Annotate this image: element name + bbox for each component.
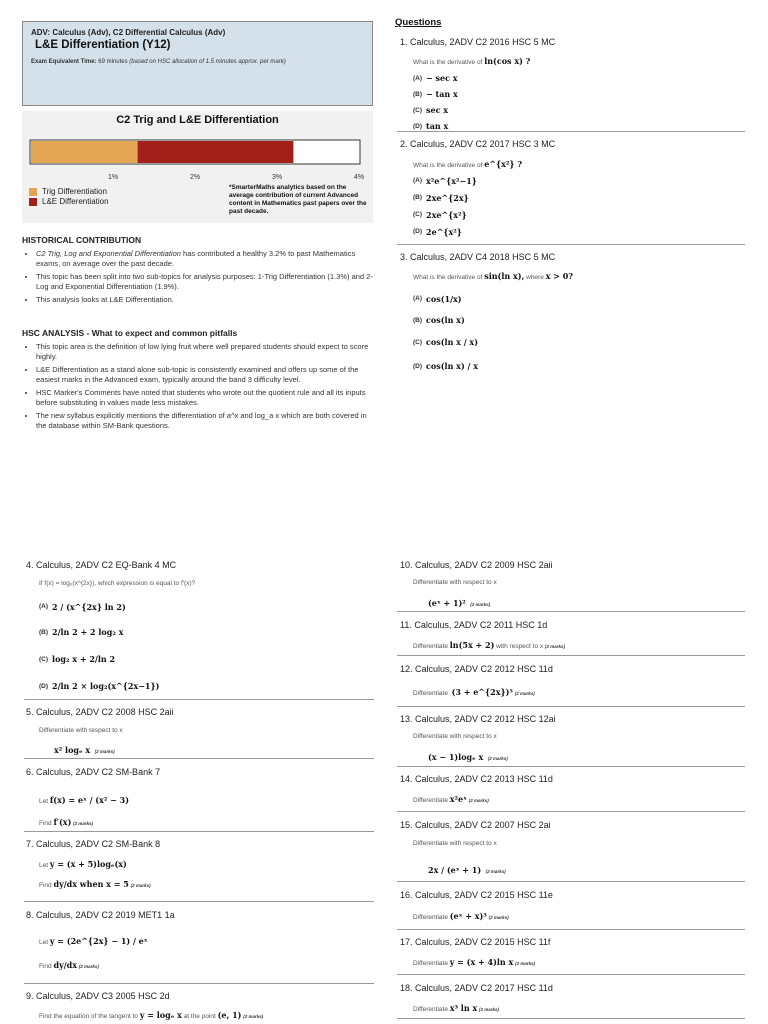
chart-panel [22,111,373,223]
question-prompt: Differentiate y = (x + 4)ln x (2 marks) [413,957,536,967]
question-prompt: Differentiate with respect to x [39,727,123,734]
analysis-item: • L&E Differentiation as a stand alone sub-topic is consistently examined and offers up some of the easiest marks in the Advanced exam, typically around the band 3 difficulty level. [36,365,374,385]
question-prompt: Differentiate x²eˣ (2 marks) [413,794,489,804]
question-prompt: Differentiate (3 + e^{2x})⁵ (2 marks) [413,687,535,697]
divider [397,766,745,767]
legend-item-trig [29,187,109,196]
divider [397,131,745,132]
divider [24,758,374,759]
question-title: 9. Calculus, 2ADV C3 2005 HSC 2d [26,991,170,1001]
question-16[interactable] [400,890,750,921]
question-title: 5. Calculus, 2ADV C2 2008 HSC 2aii [26,707,174,717]
divider [397,974,745,975]
x-tick-label: 1% [107,174,119,181]
question-title: 10. Calculus, 2ADV C2 2009 HSC 2aii [400,560,553,570]
question-prompt: Differentiate x³ ln x (2 marks) [413,1003,500,1013]
question-8[interactable] [26,910,376,970]
legend-swatch-trig [29,188,37,196]
question-find: Find dy/dx when x = 5 (2 marks) [39,879,151,889]
divider [397,811,745,812]
question-3[interactable] [400,252,768,371]
analysis-heading: HSC ANALYSIS - What to expect and common pitfalls [22,328,238,338]
question-title: 6. Calculus, 2ADV C2 SM-Bank 7 [26,767,161,777]
question-title: 18. Calculus, 2ADV C2 2017 HSC 11d [400,983,553,993]
legend-swatch-le [29,198,37,206]
x-tick-label: 3% [271,174,283,181]
analysis-item: • HSC Marker's Comments have noted that students who wrote out the quotient rule and all its inputs before substituting in values made less mistakes. [36,388,374,408]
analysis-section [22,328,374,434]
question-title: 11. Calculus, 2ADV C2 2011 HSC 1d [400,620,548,630]
legend-label-trig: Trig Differentiation [42,187,107,196]
question-expression: x² logₑ x (2 marks) [54,745,115,755]
question-title: 3. Calculus, 2ADV C4 2018 HSC 5 MC [400,252,556,262]
question-9[interactable] [26,991,376,1020]
answer-options [413,70,458,134]
analysis-item: • The new syllabus explicitly mentions the differentiation of a^x and log_a x which are both covered in the database within SM-Bank questions. [36,411,374,431]
bar-trig-differentiation [31,141,138,163]
x-tick-label: 4% [353,174,365,181]
bar-le-differentiation [138,141,294,163]
chart-legend [29,187,109,206]
question-5[interactable] [26,707,376,755]
question-prompt: Differentiate with respect to x [413,579,497,586]
question-13[interactable] [400,714,750,762]
option-b[interactable]: (B) cos(ln x) [413,315,465,325]
exam-time [31,59,311,66]
page-title: L&E Differentiation (Y12) [35,39,171,51]
question-1[interactable] [400,37,768,131]
option-c[interactable]: (C) log₂ x + 2/ln 2 [39,654,116,664]
analysis-item: • This topic area is the definition of low lying fruit where well prepared students should expect to score highly. [36,342,374,362]
divider [397,706,745,707]
question-prompt: What is the derivative of sin(ln x), where x > 0? [413,271,573,281]
option-a[interactable]: (A) − sec x [413,73,458,83]
historical-list [22,249,374,305]
option-b[interactable]: (B) 2xe^{2x} [413,192,469,203]
analysis-list [22,342,374,431]
question-find: Find dy/dx (2 marks) [39,960,99,970]
option-c[interactable]: (C) sec x [413,105,449,115]
exam-time-note: (based on HSC allocation of 1.5 minutes approx. per mark) [129,59,286,65]
answer-options [39,594,159,699]
question-expression: (x − 1)logₑ x (2 marks) [428,752,508,762]
question-prompt: Differentiate ln(5x + 2) with respect to x (2 marks) [413,640,565,650]
question-18[interactable] [400,983,750,1013]
question-title: 4. Calculus, 2ADV C2 EQ-Bank 4 MC [26,560,177,570]
question-prompt: If f(x) = log₂(x^{2x}), which expression is equal to f′(x)? [39,580,196,587]
question-14[interactable] [400,774,750,804]
question-title: 1. Calculus, 2ADV C2 2016 HSC 5 MC [400,37,556,47]
question-expression: 2x / (eˣ + 1) (2 marks) [428,865,506,875]
option-d[interactable]: (D) 2/ln 2 × log₂(x^{2x−1}) [39,681,160,691]
course-path: ADV: Calculus (Adv), C2 Differential Calculus (Adv) [31,28,226,37]
exam-time-value: 69 minutes [98,59,128,65]
historical-heading: HISTORICAL CONTRIBUTION [22,235,142,245]
question-find: Find f′(x) (2 marks) [39,817,94,827]
question-expression: (eˣ + 1)² (2 marks) [428,598,491,608]
question-prompt: Find the equation of the tangent to y = logₑ x at the point (e, 1) (2 marks) [39,1010,264,1020]
question-7[interactable] [26,839,376,889]
question-title: 8. Calculus, 2ADV C2 2019 MET1 1a [26,910,175,920]
question-prompt: Differentiate with respect to x [413,733,497,740]
divider [397,655,745,656]
question-prompt: What is the derivative of e^{x²} ? [413,159,523,169]
question-12[interactable] [400,664,750,697]
question-title: 12. Calculus, 2ADV C2 2012 HSC 11d [400,664,553,674]
question-title: 14. Calculus, 2ADV C2 2013 HSC 11d [400,774,553,784]
historical-item: • C2 Trig, Log and Exponential Differentiation has contributed a healthy 3.2% to past Mathematics exams, on average over the past decade. [36,249,374,269]
option-a[interactable]: (A) x²e^{x²−1} [413,175,477,186]
divider [24,699,374,700]
divider [397,1018,745,1019]
question-title: 15. Calculus, 2ADV C2 2007 HSC 2ai [400,820,551,830]
divider [397,881,745,882]
question-title: 7. Calculus, 2ADV C2 SM-Bank 8 [26,839,161,849]
question-17[interactable] [400,937,750,967]
question-title: 2. Calculus, 2ADV C2 2017 HSC 3 MC [400,139,556,149]
option-d[interactable]: (D) 2e^{x²} [413,226,462,237]
option-a[interactable]: (A) 2 / (x^{2x} ln 2) [39,601,126,612]
question-title: 13. Calculus, 2ADV C2 2012 HSC 12ai [400,714,556,724]
answer-options [413,172,477,240]
historical-section [22,235,374,308]
option-b[interactable]: (B) 2/ln 2 + 2 log₂ x [39,627,124,637]
legend-label-le: L&E Differentiation [42,197,109,206]
option-a[interactable]: (A) cos(1/x) [413,293,462,304]
divider [397,611,745,612]
option-c[interactable]: (C) 2xe^{x²} [413,209,467,220]
legend-item-le [29,197,109,206]
question-title: 17. Calculus, 2ADV C2 2015 HSC 11f [400,937,551,947]
question-prompt: Differentiate with respect to x [413,840,497,847]
question-4[interactable] [26,560,376,691]
question-prompt: Let y = (x + 5)logₑ(x) [39,859,127,869]
question-11[interactable] [400,620,750,650]
option-d[interactable]: (D) tan x [413,121,449,131]
chart-footnote: *SmarterMaths analytics based on the average contribution of current Advanced content in Mathematics past papers over the past decade. [229,184,367,215]
question-10[interactable] [400,560,750,608]
option-b[interactable]: (B) − tan x [413,89,458,99]
historical-item: • This topic has been split into two sub-topics for analysis purposes: 1-Trig Differentiation (1.3%) and 2-Log and Exponential Differentiation (1.9%). [36,272,374,292]
divider [24,983,374,984]
divider [24,901,374,902]
divider [397,929,745,930]
question-prompt: What is the derivative of ln(cos x) ? [413,56,531,66]
exam-time-label: Exam Equivalent Time: [31,59,97,65]
historical-item: • This analysis looks at L&E Differentiation. [36,295,374,305]
question-prompt: Differentiate (eˣ + x)³ (2 marks) [413,911,509,921]
option-c[interactable]: (C) cos(ln x / x) [413,337,478,347]
x-tick-label: 2% [189,174,201,181]
question-title: 16. Calculus, 2ADV C2 2015 HSC 11e [400,890,553,900]
question-prompt: Let f(x) = eˣ / (x² − 3) [39,795,129,805]
questions-heading: Questions [395,17,442,28]
question-prompt: Let y = (2e^{2x} − 1) / eˣ [39,936,148,946]
divider [397,244,745,245]
question-6[interactable] [26,767,376,827]
question-15[interactable] [400,820,750,875]
topic-header-box [22,21,373,106]
question-2[interactable] [400,139,768,237]
answer-options [413,286,478,377]
divider [24,831,374,832]
chart-title: C2 Trig and L&E Differentiation [116,114,279,126]
option-d[interactable]: (D) cos(ln x) / x [413,361,478,371]
